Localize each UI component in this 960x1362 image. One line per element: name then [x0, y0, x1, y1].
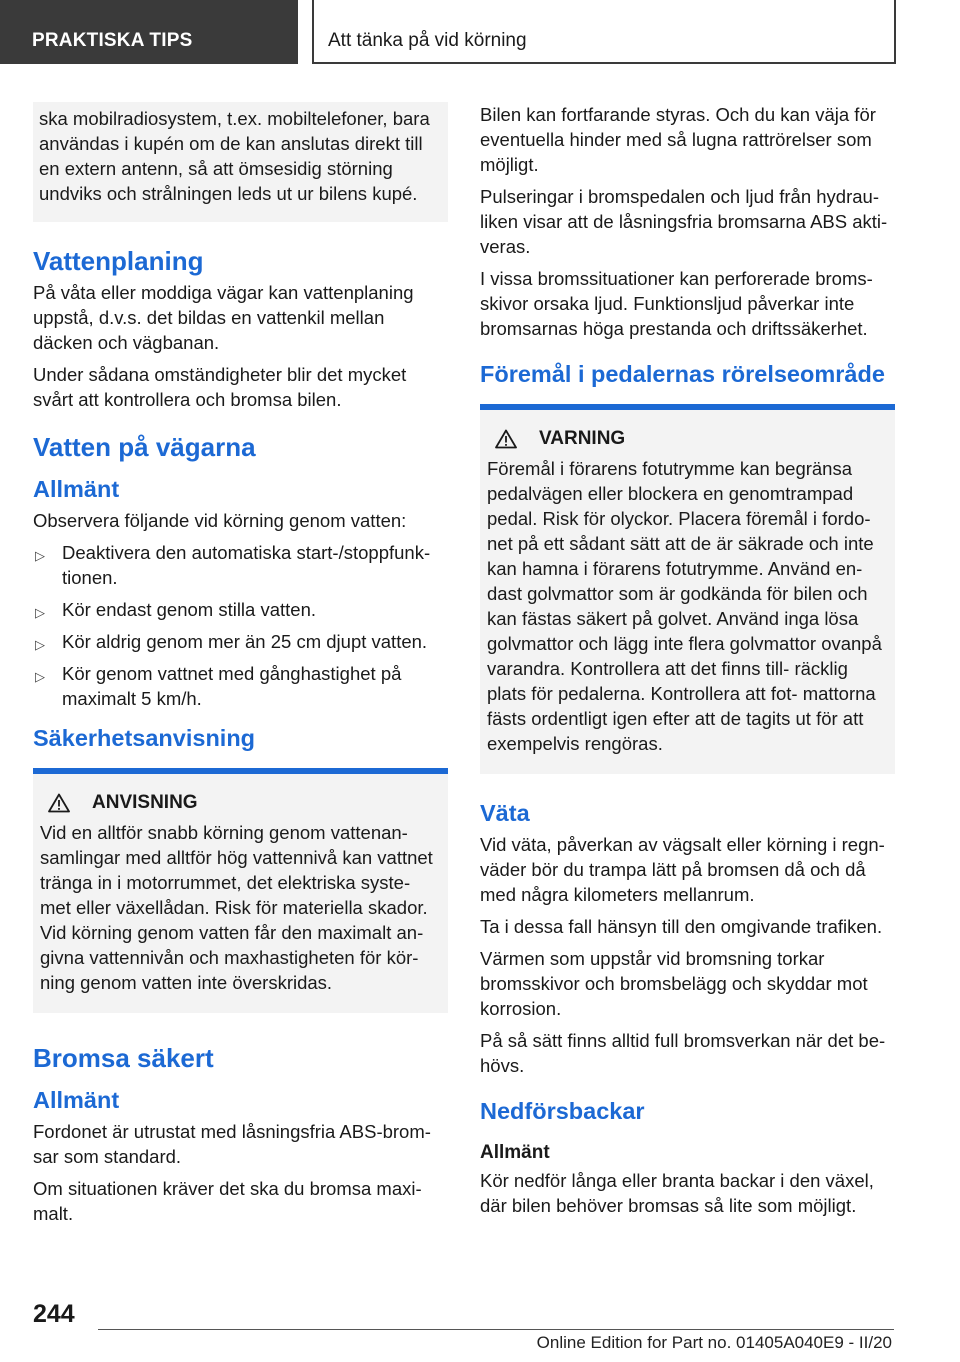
list-item: ▷ Kör endast genom stilla vatten. [33, 597, 448, 622]
section-label: PRAKTISKA TIPS [0, 0, 298, 64]
notice-title: ANVISNING [92, 792, 198, 813]
vattenplaning-p2: Under sådana omständigheter blir det mycket svårt att kontrollera och bromsa bilen. [33, 364, 407, 410]
right-p2: Pulseringar i bromspedalen och ljud från hydrau‐ liken visar att de låsningsfria bromsarna ABS akti‐ veras. [480, 186, 888, 257]
vattenplaning-p1: På våta eller moddiga vägar kan vattenplaning uppstå, d.v.s. det bildas en vattenkil mellan däcken och vägbanan. [33, 282, 414, 353]
left-column [33, 102, 448, 1233]
pedal-heading: Föremål i pedalernas rörelseområde [480, 361, 885, 387]
vata-p3: Värmen som uppstår vid bromsning torkar bromsskivor och bromsbelägg och skyddar mot korrosion. [480, 948, 868, 1019]
vatten-intro: Observera följande vid körning genom vatten: [33, 510, 407, 531]
intro-text: ska mobilradiosystem, t.ex. mobiltelefoner, bara användas i kupén om de kan anslutas direkt till en extern antenn, så att ömsesidig störning undviks och strålningen leds ut ur bilens kupé. [39, 108, 430, 204]
notice-text: Vid en alltför snabb körning genom vattenan‐ samlingar med alltför hög vattennivå kan vattnet tränga in i motorrummet, det elektriska syste‐ met eller växellådan. Risk för materiella skador. Vid körning genom vatten får den maximalt an‐ givna vattennivån och maxhastigheten för kör‐ ning genom vatten inte överskridas. [40, 822, 433, 993]
vattenplaning-heading: Vattenplaning [33, 246, 204, 276]
warning-triangle-icon [48, 793, 70, 813]
page-header [0, 0, 960, 66]
vata-heading: Väta [480, 800, 530, 826]
vatten-general-heading: Allmänt [33, 476, 120, 502]
bromsa-p2: Om situationen kräver det ska du bromsa maxi‐ malt. [33, 1178, 422, 1224]
list-item: ▷ Kör genom vattnet med gånghastighet på maximalt 5 km/h. [35, 663, 402, 709]
warning-box [480, 404, 895, 774]
vata-p2: Ta i dessa fall hänsyn till den omgivande trafiken. [480, 916, 883, 937]
vatten-heading: Vatten på vägarna [33, 432, 256, 462]
list-item: ▷ Kör aldrig genom mer än 25 cm djupt vatten. [33, 629, 448, 654]
warning-triangle-icon [495, 429, 517, 449]
vata-p1: Vid väta, påverkan av vägsalt eller körning i regn‐ väder bör du trampa lätt på bromsen då och då med några kilometers mellanrum. [480, 834, 885, 905]
notice-box [33, 768, 448, 1013]
triangle-right-icon: ▷ [35, 548, 45, 563]
nedfors-p1: Kör nedför långa eller branta backar i den växel, där bilen behöver bromsas så lite som möjligt. [480, 1170, 874, 1216]
nedfors-general-heading: Allmänt [480, 1142, 550, 1163]
footer-edition: Online Edition for Part no. 01405A040E9 - II/20 [536, 1333, 892, 1352]
triangle-right-icon: ▷ [35, 637, 45, 652]
right-column [480, 102, 895, 1225]
safety-heading: Säkerhetsanvisning [33, 725, 256, 751]
notice-header [48, 792, 441, 814]
right-p1: Bilen kan fortfarande styras. Och du kan väja för eventuella hinder med så lugna rattrörelser som möjligt. [480, 104, 876, 175]
bromsa-general-heading: Allmänt [33, 1087, 120, 1113]
warning-text: Föremål i förarens fotutrymme kan begränsa pedalvägen eller blockera en genomtrampad pedal. Risk för olyckor. Placera föremål i fordo‐ net på ett sådant sätt att de är säkrade och inte kan hamna i förarens fotutrymme. Använd en‐ dast golvmattor som är godkända för bilen och kan fästas säkert på golvet. Använd inga lösa golvmattor och lägg inte flera golvmattor ovanpå varandra. Kontrollera att det finns till‐ räcklig plats för pedalerna. Kontrollera att fot‐ mattorna fästs ordentligt igen efter att de tagits ut för att exempelvis rengöras. [487, 458, 882, 754]
warning-title: VARNING [539, 428, 626, 449]
intro-box [33, 102, 448, 222]
vata-p4: På så sätt finns alltid full bromsverkan när det be‐ hövs. [480, 1030, 886, 1076]
warning-header [495, 428, 888, 450]
nedfors-heading: Nedförsbackar [480, 1098, 645, 1124]
triangle-right-icon: ▷ [35, 669, 45, 684]
list-item: ▷ Deaktivera den automatiska start-/stoppfunk‐ tionen. [35, 542, 431, 588]
footer-divider [98, 1329, 894, 1330]
chapter-label: Att tänka på vid körning [312, 0, 896, 64]
triangle-right-icon: ▷ [35, 605, 45, 620]
vatten-bullet-list [33, 540, 448, 711]
bromsa-p1: Fordonet är utrustat med låsningsfria ABS-brom‐ sar som standard. [33, 1121, 431, 1167]
bromsa-heading: Bromsa säkert [33, 1043, 214, 1073]
right-p3: I vissa bromssituationer kan perforerade broms‐ skivor orsaka ljud. Funktionsljud påverkar inte bromsarnas höga prestanda och driftssäkerhet. [480, 268, 873, 339]
page-number: 244 [33, 1300, 75, 1328]
